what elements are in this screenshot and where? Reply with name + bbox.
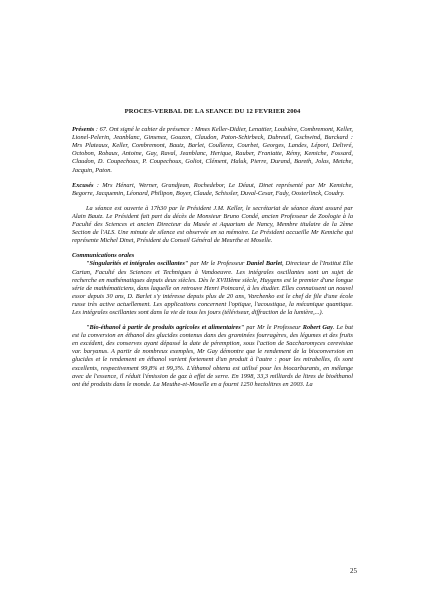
presents-text: : 67. Ont signé le cahier de présence : Mmes Keller-Didier, Lenattier, Loubière, Combremont, Keller, Lionel-Pelerin, Jeanblanc, Gimenez, Gouzon, Claudon, Paton-Schirbeck, Dubreuil, Gschwind, Burckard : Mrs Plateaux, Keller, Combremont, Bautz, Barlet, Coullerez, Courbet, Georges, Landes, Lépori, Delivré, Octobon, Robaux, Antoine, Gay, Raval, Jeanblanc, Herique, Rauber, Franiatte, Rémy, Kemiche, Fossard, Claudon, D. Coupechoux, P. Coupechoux, Goliot, Clément, Haluk, Pierre, Durand, Bareth, Jolas, Metche, Jacquin, Paton.: [72, 126, 353, 174]
excuses-label: Excusés: [72, 181, 94, 189]
page-title: PROCES-VERBAL DE LA SEANCE DU 12 FEVRIER 2004: [124, 108, 301, 115]
communication-1-speaker: Daniel Barlet: [246, 260, 283, 268]
communication-1-by: par Mr le Professeur: [188, 260, 247, 268]
excuses-paragraph: [72, 182, 353, 198]
communication-2-by: par Mr le Professeur: [244, 324, 303, 332]
communications-heading: Communications orales: [72, 252, 135, 260]
excuses-text: : Mrs Hénart, Werner, Grandjean, Rochedebor, Le Déaut, Dinet représenté par Mr Kemiche, Begorre, Jacquemin, Léonard, Philipon, Boyer, Claude, Schissler, Duval-Cesar, Fady, Oosterlinck, Coudry.: [72, 181, 353, 197]
opening-paragraph: La séance est ouverte à 17h30 par le Président J.M. Keller, le secrétariat de séance étant assuré par Alain Bautz. Le Président fait part du décès de Monsieur Bruno Condé, ancien Professeur de Zoologie à la Faculté des Sciences et ancien Directeur du Musée et Aquarium de Nancy, Membre titulaire de la 2ème Section de l'ALS. Une minute de silence est observée en sa mémoire. Le Président accueille Mr Kemiche qui représente Michel Dinet, Président du Conseil Général de Meurthe et Moselle.: [72, 204, 353, 245]
communication-2: [72, 324, 353, 389]
communication-1-title: "Singularités et intégrales oscillantes": [86, 260, 189, 268]
communication-2-text: . Le but est la conversion en éthanol des glucides contenus dans des graminées fourragères, des légumes et des fruits en excédent, des conserves ayant dépassé la date de péremption, sous l'action de Saccharomyces cerevisiae var. baryanus. A partir de nombreux exemples, Mr Gay démontre que le rendement de la bioconversion en glucides et le rendement en éthanol varient fortement d'un produit à l'autre : pour les mirabelles, ils sont excellents, respectivement 99,8% et 99,3%. L'éthanol obtenu est utilisé pour les biocarburants, en mélange avec de l'essence, il réduit l'émission de gaz à effet de serre. En 1998, 33,3 milliards de litres de bioéthanol ont été produits dans le monde. La Meuthe-et-Moselle en a fourni 1250 hectolitres en 2003. La: [72, 324, 354, 388]
communication-1-text: , Directeur de l'Institut Elie Cartan, Faculté des Sciences et Techniques à Vandoeuvre. Les intégrales oscillantes sont un sujet de recherche en mathématiques depuis deux siècles. Dès le XVIIIème siècle, Huygens est le premier d'une longue série de mathématiciens, dans laquelle on retrouve Henri Poincaré, à les étudier. Elles connaissent un nouvel essor depuis 30 ans, D. Barlet s'y intéresse depuis plus de 20 ans, Varchenko est le chef de file d'une école russe très active actuellement. Les applications concernent l'optique, l'acoustique, la mécanique quantique. Les intégrales oscillantes sont dans la vie de tous les jours (téléviseur, diffraction de la lumière,...).: [72, 260, 353, 316]
presents-label: Présents: [72, 126, 95, 134]
page-number: 25: [350, 567, 357, 575]
communication-2-speaker: Robert Gay: [302, 324, 333, 332]
document-page: [72, 108, 353, 389]
communication-1: [72, 260, 353, 317]
communication-2-title: "Bio-éthanol à partir de produits agricoles et alimentaires": [86, 324, 245, 332]
presents-paragraph: [72, 126, 353, 175]
